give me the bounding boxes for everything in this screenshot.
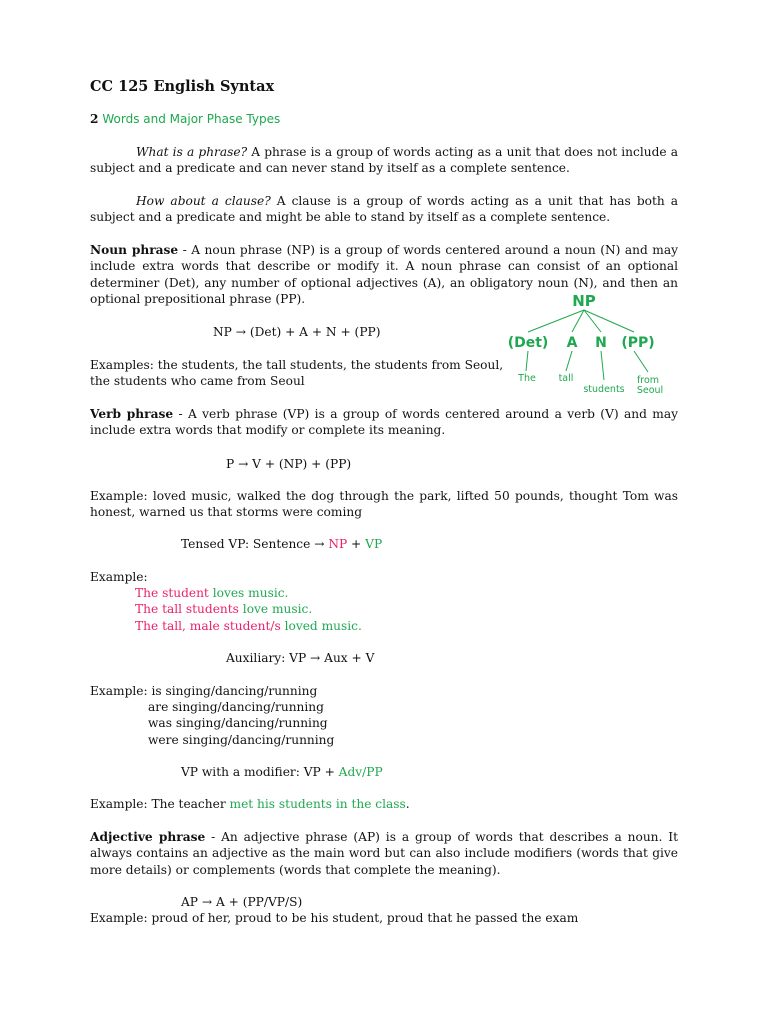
tree-edge-det-leaf (526, 351, 528, 371)
example-sentence-1 (135, 585, 288, 601)
tree-edge-np-a (572, 310, 584, 332)
section-title: Words and Major Phase Types (102, 112, 281, 126)
example-2-vp: love music. (238, 602, 313, 616)
example-sentence-2 (135, 601, 312, 617)
example-label: Example: (90, 570, 148, 584)
section-number: 2 (90, 112, 99, 126)
example-1-vp: loves music. (208, 586, 289, 600)
verb-phrase-examples: Example: loved music, walked the dog through the park, lifted 50 pounds, thought Tom was honest, warned us that storms were coming (90, 489, 678, 520)
tree-node-det: (Det) (507, 335, 549, 351)
clause-definition (90, 193, 678, 226)
example-1-np: The student (135, 586, 209, 600)
modifier-example-prefix: Example: The teacher (90, 797, 230, 811)
tensed-np: NP (328, 537, 348, 551)
np-tree-diagram (500, 288, 680, 398)
modifier-rule (181, 764, 383, 780)
noun-phrase-examples-line-1: Examples: the students, the tall students, the students from Seoul, (90, 358, 504, 372)
noun-phrase-term: Noun phrase (90, 243, 179, 257)
example-sentence-3 (135, 618, 362, 634)
tree-node-np: NP (572, 292, 596, 310)
adjective-phrase-term: Adjective phrase (90, 830, 206, 844)
noun-phrase-examples-line-2: the students who came from Seoul (90, 374, 305, 388)
tree-leaf-tall: tall (558, 373, 574, 384)
tree-edge-n-leaf (601, 351, 604, 380)
modifier-example-vp: met his students in the class (229, 797, 406, 811)
clause-definition-text: A clause is a group of words acting as a unit that has both a subject and a predicate and might be able to stand by itself as a complete sentence. (90, 194, 678, 225)
example-3-np: The tall, male student/s (135, 619, 281, 633)
noun-phrase-rule: NP → (Det) + A + N + (PP) (213, 325, 381, 339)
tensed-vp: VP (365, 537, 383, 551)
tensed-vp-rule (181, 536, 382, 552)
aux-example-3: was singing/dancing/running (148, 716, 328, 730)
clause-question: How about a clause? (136, 194, 271, 208)
tree-edge-np-pp (584, 310, 634, 332)
phrase-definition (90, 144, 678, 177)
tree-leaf-from: from (636, 375, 660, 386)
adjective-phrase-examples: Example: proud of her, proud to be his student, proud that he passed the exam (90, 911, 579, 925)
modifier-example (90, 796, 410, 812)
auxiliary-rule: Auxiliary: VP → Aux + V (226, 651, 375, 665)
modifier-example-suffix: . (405, 797, 410, 811)
tree-edge-np-det (528, 310, 584, 332)
modifier-rule-adv-pp: Adv/PP (338, 765, 383, 779)
tree-node-a: A (566, 335, 578, 351)
adjective-phrase-text: - An adjective phrase (AP) is a group of words that describes a noun. It always contains an adjective as the main word but can also include modifiers (words that give more details) or complements (words that complete the meaning). (90, 830, 678, 877)
verb-phrase-definition (90, 406, 678, 439)
phrase-definition-text: A phrase is a group of words acting as a unit that does not include a subject and a predicate and can never stand by itself as a complete sentence. (90, 145, 678, 176)
adjective-phrase-definition (90, 829, 678, 878)
aux-example-1: Example: is singing/dancing/running (90, 684, 318, 698)
phrase-question: What is a phrase? (136, 145, 248, 159)
verb-phrase-rule: P → V + (NP) + (PP) (226, 457, 352, 471)
aux-example-2: are singing/dancing/running (148, 700, 324, 714)
verb-phrase-term: Verb phrase (90, 407, 174, 421)
example-3-vp: loved music. (280, 619, 362, 633)
tree-leaf-students: students (583, 384, 625, 395)
tensed-vp-prefix: Tensed VP: Sentence → (181, 537, 329, 551)
document-title: CC 125 English Syntax (90, 78, 275, 95)
tree-leaf-seoul: Seoul (636, 385, 664, 396)
tree-edge-a-leaf (566, 351, 572, 371)
aux-example-4: were singing/dancing/running (148, 733, 335, 747)
tree-leaf-the: The (518, 373, 536, 384)
tensed-plus: + (347, 537, 366, 551)
section-heading (90, 111, 280, 127)
tree-node-n: N (595, 335, 607, 351)
adjective-phrase-rule: AP → A + (PP/VP/S) (181, 895, 303, 909)
tree-node-pp: (PP) (621, 335, 655, 351)
example-2-np: The tall students (135, 602, 239, 616)
verb-phrase-text: - A verb phrase (VP) is a group of words centered around a verb (V) and may include extra words that modify or complete its meaning. (90, 407, 678, 438)
tree-edge-pp-leaf (634, 351, 648, 372)
noun-phrase-text: - A noun phrase (NP) is a group of words centered around a noun (N) and may include extra words that describe or modify it. A noun phrase can consist of an optional determiner (Det), any number of optional adjectives (A), an obligatory noun (N), and then an optional prepositional phrase (PP). (90, 243, 679, 306)
modifier-rule-prefix: VP with a modifier: VP + (181, 765, 339, 779)
